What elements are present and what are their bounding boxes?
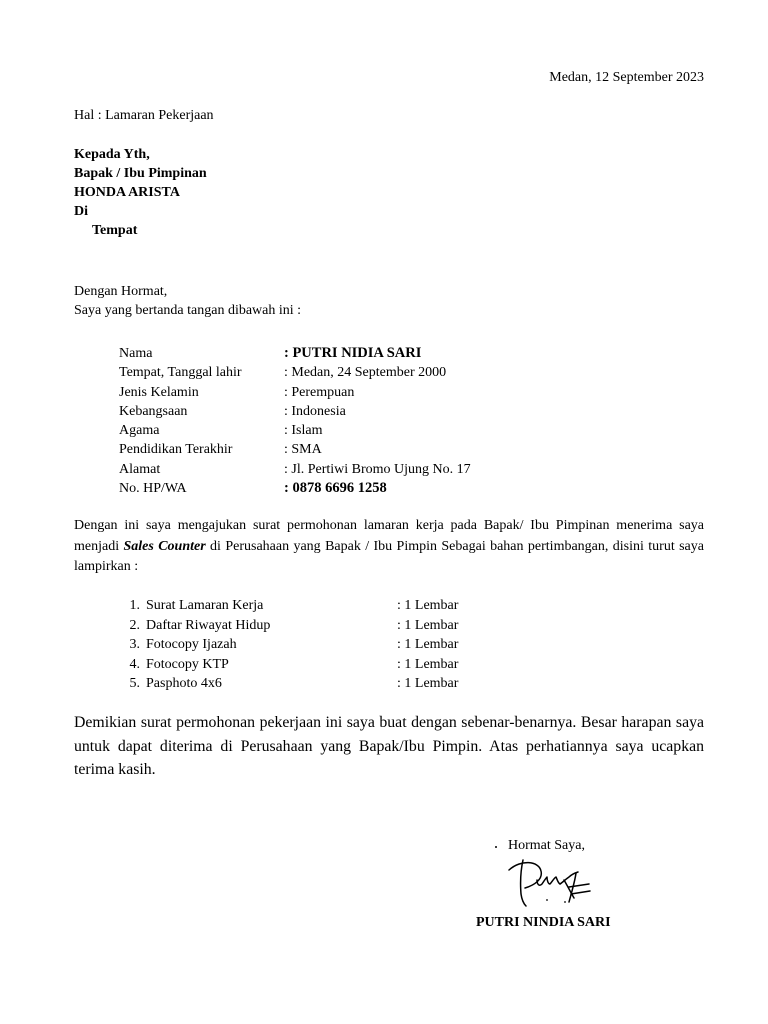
closing-paragraph: Demikian surat permohonan pekerjaan ini saya buat dengan sebenar-benarnya. Besar harapan saya untuk dapat diterima di Perusahaan yang Bapak/Ibu Pimpin. Atas perhatiannya saya ucapkan terima kasih. [74,714,704,778]
data-value: : SMA [284,442,322,458]
attachment-number: 3. [129,637,140,652]
recipient-block [74,145,207,240]
attachment-number: 5. [129,676,140,691]
stray-mark [495,846,497,848]
data-value: : Medan, 24 September 2000 [284,365,447,381]
recipient-line: Di [74,204,88,219]
recipient-line: Kepada Yth, [74,147,150,162]
application-paragraph [74,516,704,578]
attachment-number: 4. [129,656,140,672]
attachment-qty: : 1 Lembar [397,656,459,672]
attachment-name: Pasphoto 4x6 [146,676,222,691]
data-label: Agama [119,423,160,439]
position-title: Sales Counter [123,538,206,554]
attachment-number: 2. [129,617,140,633]
data-value: : PUTRI NIDIA SARI [284,345,422,361]
data-value: : 0878 6696 1258 [284,480,387,497]
greeting: Dengan Hormat, [74,284,168,299]
data-label: Jenis Kelamin [119,384,199,400]
signer-name: PUTRI NINDIA SARI [476,915,611,930]
letter-date: Medan, 12 September 2023 [549,70,704,85]
attachment-name: Surat Lamaran Kerja [146,598,264,613]
closing-salutation: Hormat Saya, [508,838,585,853]
attachment-name: Daftar Riwayat Hidup [146,617,271,633]
attachment-qty: : 1 Lembar [397,676,459,691]
recipient-line: Tempat [92,223,138,238]
data-value: : Islam [284,423,323,439]
recipient-company: HONDA ARISTA [74,185,180,200]
data-label: Kebangsaan [119,403,188,419]
data-value: : Jl. Pertiwi Bromo Ujung No. 17 [284,461,471,477]
data-value: : Perempuan [284,384,355,400]
attachment-qty: : 1 Lembar [397,598,459,613]
paragraph-text: Dengan ini saya mengajukan surat permohonan lamaran kerja pada Bapak/ Ibu Pimpinan menerima saya menjadi [74,518,704,554]
attachment-qty: : 1 Lembar [397,637,459,652]
data-label: Alamat [119,461,161,477]
paragraph-text: di Perusahaan yang Bapak / Ibu Pimpin Sebagai bahan pertimbangan, disini turut saya lampirkan : [74,538,704,574]
data-label: Nama [119,346,153,361]
letter-subject: Hal : Lamaran Pekerjaan [74,108,214,123]
attachment-name: Fotocopy KTP [146,656,229,672]
data-value: : Indonesia [284,403,346,419]
intro-line: Saya yang bertanda tangan dibawah ini : [74,303,302,318]
data-label: No. HP/WA [119,481,187,497]
signature-icon [505,857,595,909]
attachment-number: 1. [129,598,140,613]
data-label: Pendidikan Terakhir [119,442,233,458]
attachment-qty: : 1 Lembar [397,617,459,633]
data-label: Tempat, Tanggal lahir [119,365,242,381]
recipient-line: Bapak / Ibu Pimpinan [74,166,207,181]
attachment-name: Fotocopy Ijazah [146,637,237,652]
